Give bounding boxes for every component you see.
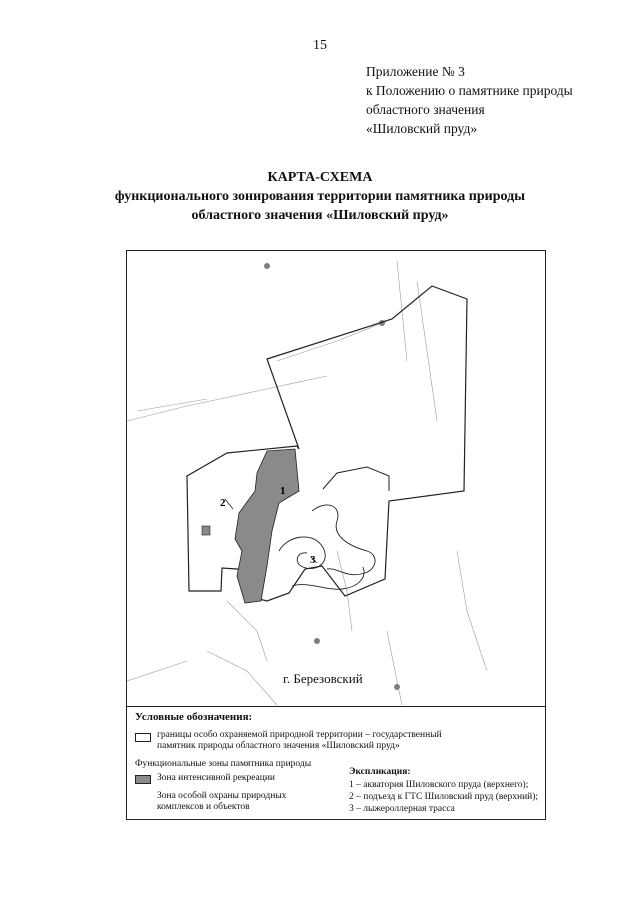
- title-line-1: КАРТА-СХЕМА: [267, 170, 373, 185]
- map-drawing: [127, 251, 545, 705]
- park-boundary: [187, 286, 467, 601]
- recreation-zone: [235, 449, 299, 603]
- legend-protection-text: [157, 791, 286, 813]
- legend-protection-line-1: Зона особой охраны природных: [157, 791, 287, 801]
- explication-item-2: 2 – подъезд к ГТС Шиловский пруд (верхний);: [349, 792, 539, 802]
- legend-zones-heading: Функциональные зоны памятника природы: [135, 759, 312, 769]
- legend-boundary-line-1: границы особо охраняемой природной территории – государственный: [157, 730, 442, 740]
- document-title: [0, 168, 640, 225]
- title-line-3: областного значения «Шиловский пруд»: [191, 208, 449, 223]
- recreation-zone-small: [202, 526, 210, 535]
- appendix-line-4: «Шиловский пруд»: [366, 121, 478, 136]
- legend-boundary-swatch: [135, 733, 151, 742]
- appendix-line-3: областного значения: [366, 102, 485, 117]
- page-number: 15: [313, 38, 327, 53]
- legend-recreation-swatch: [135, 775, 151, 784]
- explication-item-1: 1 – акватория Шиловского пруда (верхнего);: [349, 780, 529, 790]
- title-line-2: функционального зонирования территории памятника природы: [114, 189, 526, 204]
- map-frame: [126, 250, 546, 820]
- legend-title: Условные обозначения:: [135, 711, 253, 723]
- marker-1: 1: [280, 485, 286, 497]
- appendix-block: [366, 62, 573, 138]
- legend-protection-line-2: комплексов и объектов: [157, 802, 250, 812]
- ski-track: [279, 505, 375, 589]
- appendix-line-1: Приложение № 3: [366, 64, 465, 79]
- legend-boundary-line-2: памятник природы областного значения «Шиловский пруд»: [157, 741, 400, 751]
- marker-2: 2: [220, 497, 226, 509]
- appendix-line-2: к Положению о памятнике природы: [366, 83, 573, 98]
- legend-divider: [127, 706, 545, 707]
- city-label: г. Березовский: [283, 671, 363, 686]
- explication-item-3: 3 – лыжероллерная трасса: [349, 804, 455, 814]
- explication-title: Экспликация:: [349, 767, 411, 777]
- legend-recreation-text: Зона интенсивной рекреации: [157, 773, 276, 783]
- legend-boundary-text: [157, 730, 442, 752]
- marker-3: 3: [310, 554, 316, 566]
- background-roads: [127, 261, 487, 705]
- explication-block: [349, 766, 538, 815]
